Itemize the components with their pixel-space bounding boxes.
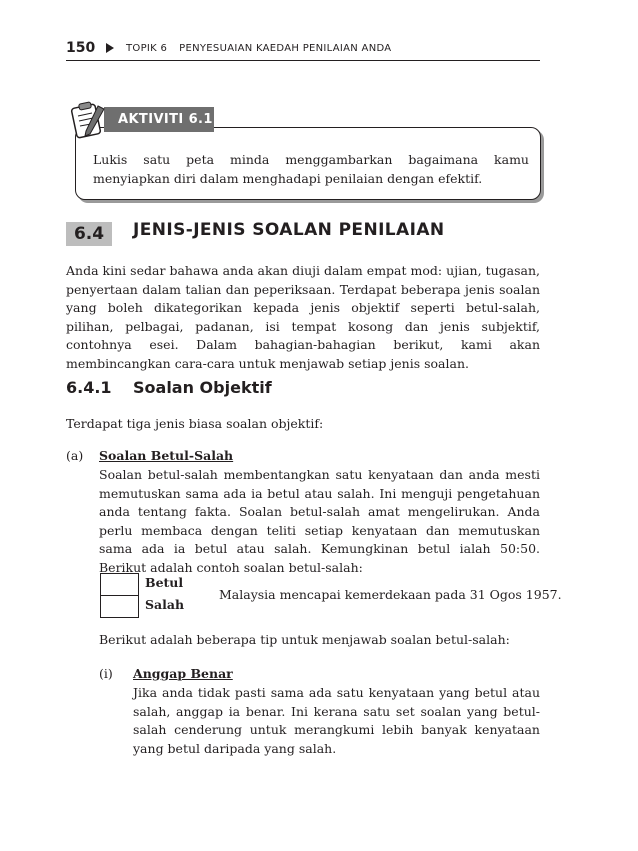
topic-label: TOPIK 6 [126, 43, 168, 54]
page-header [66, 40, 540, 61]
tip-i-body: Jika anda tidak pasti sama ada satu kenyataan yang betul atau salah, anggap ia benar. Ini kerana satu set soalan yang betul-salah cenderung untuk merangkumi lebih banyak kenyataan yang betul daripada yang salah. [133, 685, 540, 756]
tips-intro: Berikut adalah beberapa tip untuk menjawab soalan betul-salah: [99, 632, 510, 647]
subsection-intro: Terdapat tiga jenis biasa soalan objektif: [66, 416, 324, 431]
item-a-heading: Soalan Betul-Salah [99, 448, 234, 463]
subsection-number: 6.4.1 [66, 378, 112, 397]
tip-i-heading: Anggap Benar [133, 666, 233, 681]
chapter-title: PENYESUAIAN KAEDAH PENILAIAN ANDA [179, 43, 392, 54]
item-a-label: (a) [66, 448, 84, 463]
tip-i-label: (i) [99, 666, 113, 681]
triangle-right-icon [106, 43, 114, 53]
section-title: JENIS-JENIS SOALAN PENILAIAN [133, 220, 445, 240]
page-number: 150 [66, 40, 96, 56]
section-paragraph: Anda kini sedar bahawa anda akan diuji dalam empat mod: ujian, tugasan, penyertaan dalam talian dan peperiksaan. Terdapat beberapa jenis soalan yang boleh dikategorikan kepada jenis objektif seperti betul-salah, pilihan, pelbagai, padanan, isi tempat kosong dan jenis subjektif, contohnya esei. Dalam bahagian-bahagian berikut, kami akan membincangkan cara-cara untuk menjawab setiap jenis soalan. [66, 263, 540, 371]
section-number: 6.4 [66, 222, 112, 246]
item-a-body: Soalan betul-salah membentangkan satu kenyataan dan anda mesti memutuskan sama ada ia betul atau salah. Ini menguji pengetahuan anda tentang fakta. Soalan betul-salah amat mengelirukan. Anda perlu membaca dengan teliti setiap kenyataan dan memutuskan sama ada ia betul atau salah. Kemungkinan betul ialah 50:50. Berikut adalah contoh soalan betul-salah: [99, 467, 540, 575]
subsection-title: Soalan Objektif [133, 378, 272, 397]
false-option-label: Salah [145, 597, 185, 612]
activity-tab: AKTIVITI 6.1 [104, 107, 214, 132]
false-checkbox[interactable] [100, 595, 139, 618]
activity-text: Lukis satu peta minda menggambarkan bagaimana kamu menyiapkan diri dalam menghadapi penilaian dengan efektif. [93, 152, 529, 186]
true-option-label: Betul [145, 575, 184, 590]
running-title [126, 43, 403, 54]
clipboard-pencil-icon [64, 100, 110, 140]
example-statement: Malaysia mencapai kemerdekaan pada 31 Ogos 1957. [219, 587, 562, 602]
true-checkbox[interactable] [100, 573, 139, 596]
